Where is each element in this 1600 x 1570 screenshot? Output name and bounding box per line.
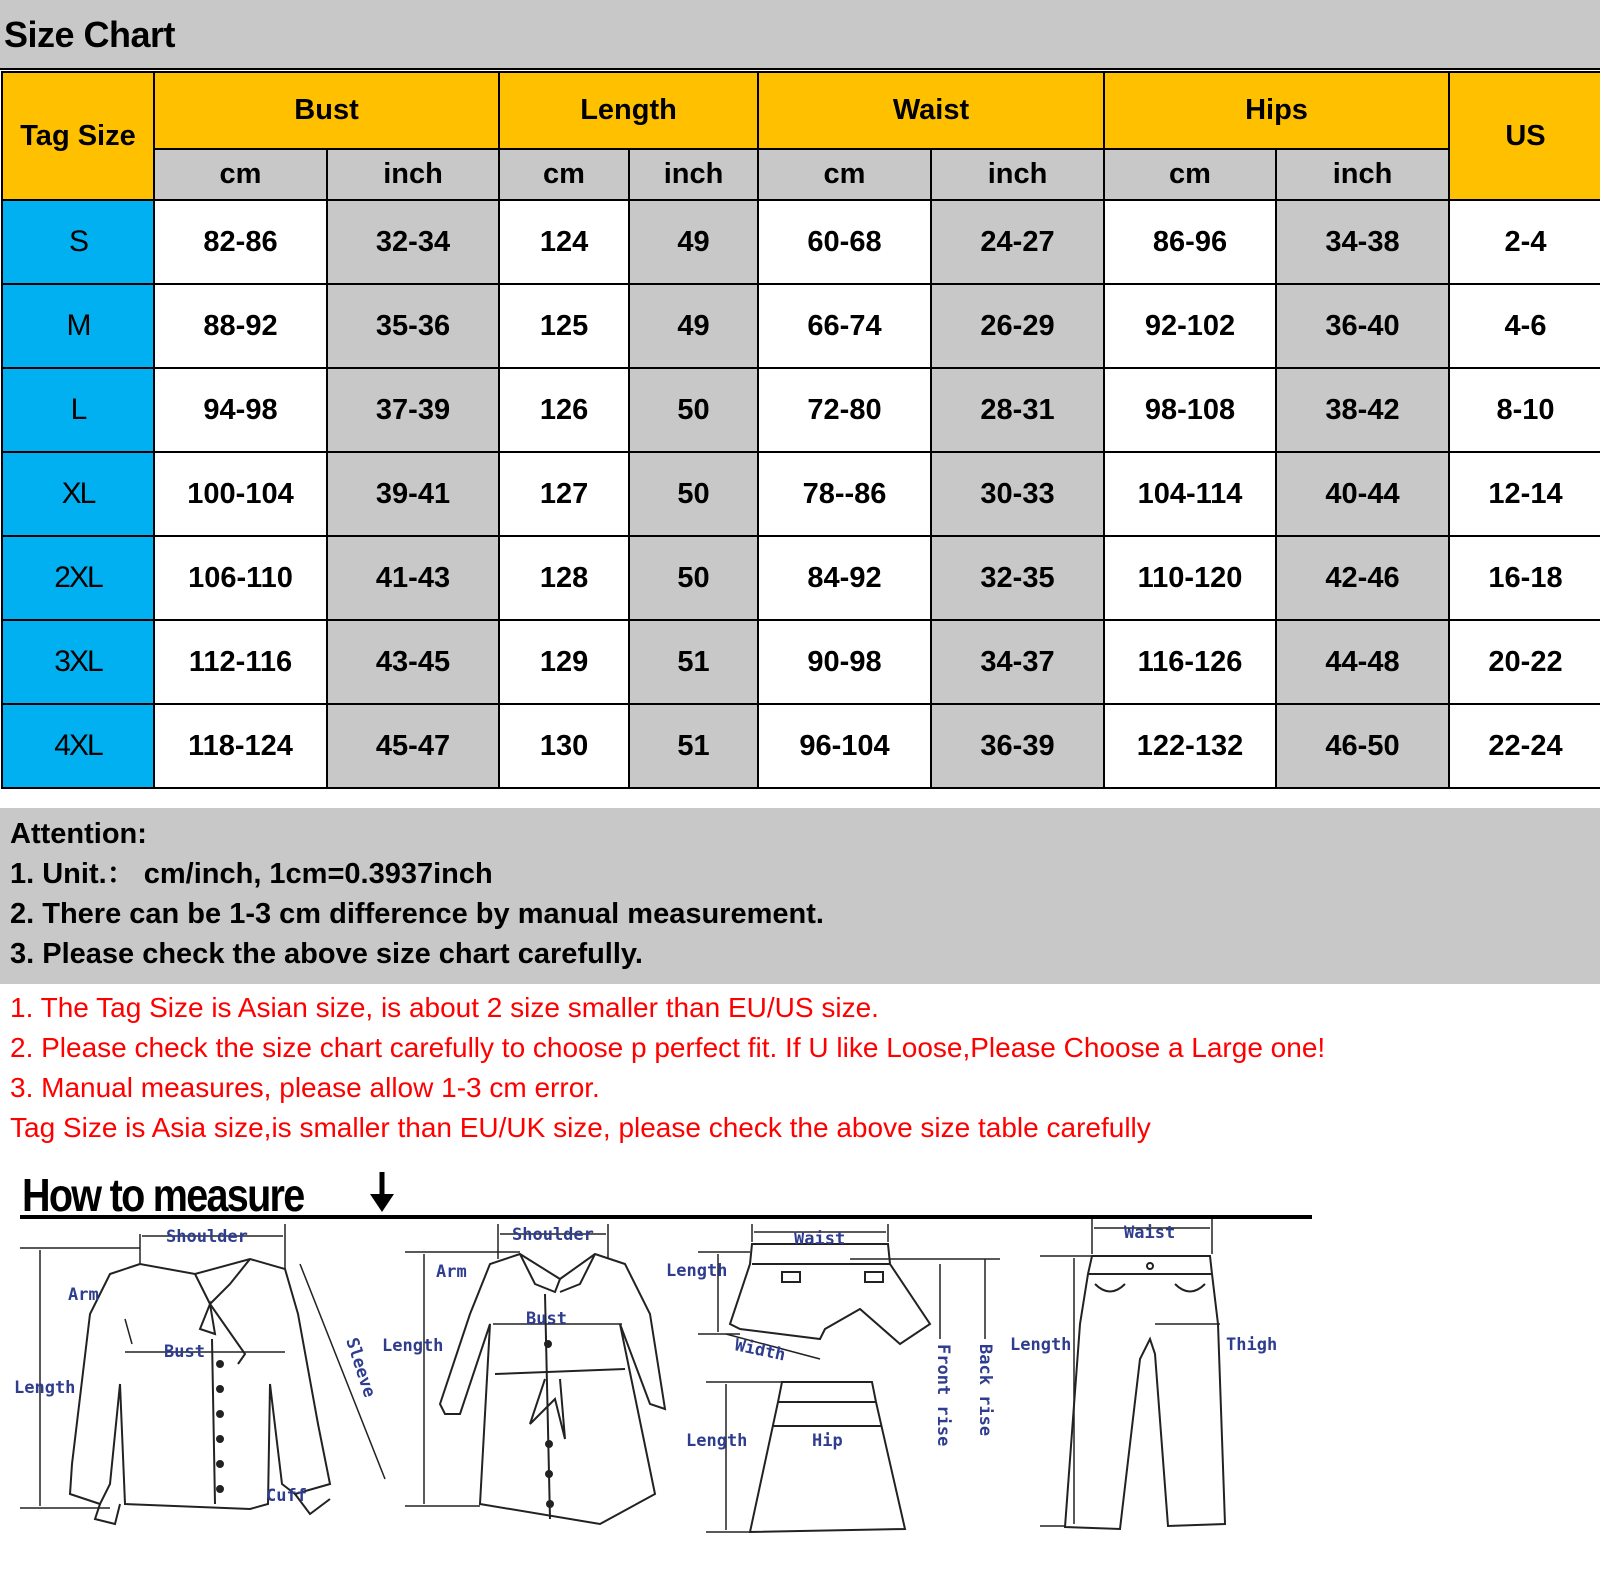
table-cell: 50 [629, 536, 758, 620]
shorts-width-label: Width [732, 1335, 788, 1366]
table-cell: 126 [499, 368, 629, 452]
hips-header: Hips [1104, 72, 1449, 149]
how-to-measure-title: How to measure [22, 1169, 304, 1221]
pants-thigh-label: Thigh [1226, 1335, 1278, 1355]
tag-size-header: Tag Size [2, 72, 154, 200]
page-title: Size Chart [4, 14, 176, 55]
table-cell: 104-114 [1104, 452, 1276, 536]
table-cell: 66-74 [758, 284, 931, 368]
size-table [1, 71, 1600, 789]
coat-shoulder-label: Shoulder [512, 1225, 594, 1245]
table-cell: 41-43 [327, 536, 499, 620]
skirt-diagram [750, 1382, 905, 1532]
table-cell: 50 [629, 368, 758, 452]
table-cell: 49 [629, 200, 758, 284]
table-cell: 125 [499, 284, 629, 368]
shirt-arm-label: Arm [68, 1285, 99, 1305]
table-cell: 116-126 [1104, 620, 1276, 704]
measure-illustrations [0, 1164, 1600, 1570]
table-cell: 28-31 [931, 368, 1104, 452]
coat-bust-label: Bust [526, 1309, 567, 1329]
us-header: US [1449, 72, 1600, 200]
coat-arm-label: Arm [436, 1262, 467, 1282]
table-cell: 35-36 [327, 284, 499, 368]
table-cell: 44-48 [1276, 620, 1449, 704]
table-cell: 106-110 [154, 536, 327, 620]
table-row [2, 620, 1600, 704]
shirt-diagram [70, 1259, 330, 1524]
attention-line: 3. Please check the above size chart carefully. [10, 938, 643, 970]
tag-size-cell: 3XL [2, 620, 154, 704]
table-cell: 128 [499, 536, 629, 620]
waist-header: Waist [758, 72, 1104, 149]
table-row [2, 704, 1600, 788]
tag-size-cell: L [2, 368, 154, 452]
table-row [2, 452, 1600, 536]
unit-header: cm [154, 149, 327, 200]
table-cell: 96-104 [758, 704, 931, 788]
table-cell: 84-92 [758, 536, 931, 620]
table-cell: 94-98 [154, 368, 327, 452]
shorts-length-label: Length [666, 1261, 728, 1281]
table-cell: 60-68 [758, 200, 931, 284]
tag-size-cell: XL [2, 452, 154, 536]
unit-header: inch [1276, 149, 1449, 200]
tag-size-cell: 4XL [2, 704, 154, 788]
table-cell: 20-22 [1449, 620, 1600, 704]
tag-size-cell: 2XL [2, 536, 154, 620]
shirt-bust-label: Bust [164, 1342, 205, 1362]
table-cell: 88-92 [154, 284, 327, 368]
unit-header: inch [629, 149, 758, 200]
table-cell: 124 [499, 200, 629, 284]
note-line: 2. Please check the size chart carefully to choose p perfect fit. If U like Loose,Please Choose a Large one! [10, 1032, 1326, 1063]
attention-line: 2. There can be 1-3 cm difference by manual measurement. [10, 898, 824, 930]
unit-header: cm [758, 149, 931, 200]
table-cell: 43-45 [327, 620, 499, 704]
table-cell: 36-39 [931, 704, 1104, 788]
shirt-length-label: Length [14, 1378, 76, 1398]
table-cell: 38-42 [1276, 368, 1449, 452]
table-cell: 8-10 [1449, 368, 1600, 452]
table-cell: 24-27 [931, 200, 1104, 284]
tag-size-cell: S [2, 200, 154, 284]
table-cell: 122-132 [1104, 704, 1276, 788]
pants-diagram [1065, 1256, 1225, 1529]
length-header: Length [499, 72, 758, 149]
table-cell: 82-86 [154, 200, 327, 284]
table-cell: 32-35 [931, 536, 1104, 620]
table-cell: 130 [499, 704, 629, 788]
table-cell: 37-39 [327, 368, 499, 452]
skirt-hip-label: Hip [812, 1431, 843, 1451]
table-cell: 45-47 [327, 704, 499, 788]
note-line: Tag Size is Asia size,is smaller than EU/UK size, please check the above size table carefully [10, 1112, 1151, 1143]
table-cell: 50 [629, 452, 758, 536]
skirt-length-label: Length [686, 1431, 748, 1451]
table-cell: 78--86 [758, 452, 931, 536]
table-cell: 90-98 [758, 620, 931, 704]
how-to-measure-section [0, 1164, 1600, 1570]
note-line: 3. Manual measures, please allow 1-3 cm error. [10, 1072, 600, 1103]
table-cell: 118-124 [154, 704, 327, 788]
coat-diagram [440, 1254, 665, 1524]
table-cell: 32-34 [327, 200, 499, 284]
attention-heading: Attention: [10, 818, 147, 850]
table-cell: 49 [629, 284, 758, 368]
table-cell: 72-80 [758, 368, 931, 452]
table-cell: 51 [629, 620, 758, 704]
table-cell: 39-41 [327, 452, 499, 536]
table-cell: 40-44 [1276, 452, 1449, 536]
table-cell: 129 [499, 620, 629, 704]
pants-length-label: Length [1010, 1335, 1072, 1355]
table-cell: 4-6 [1449, 284, 1600, 368]
unit-header: inch [931, 149, 1104, 200]
table-cell: 16-18 [1449, 536, 1600, 620]
table-cell: 34-38 [1276, 200, 1449, 284]
shirt-sleeve-label: Sleeve [341, 1335, 380, 1400]
shorts-waist-label: Waist [794, 1229, 846, 1249]
table-row [2, 200, 1600, 284]
table-cell: 112-116 [154, 620, 327, 704]
table-cell: 30-33 [931, 452, 1104, 536]
table-cell: 100-104 [154, 452, 327, 536]
shirt-shoulder-label: Shoulder [166, 1227, 248, 1247]
title-bar [0, 0, 1600, 70]
notes-box [0, 988, 1600, 1148]
table-cell: 86-96 [1104, 200, 1276, 284]
table-cell: 42-46 [1276, 536, 1449, 620]
unit-header: cm [1104, 149, 1276, 200]
shirt-cuff-label: Cuff [266, 1486, 307, 1506]
coat-length-label: Length [382, 1336, 444, 1356]
table-cell: 127 [499, 452, 629, 536]
unit-header: inch [327, 149, 499, 200]
table-body [2, 200, 1600, 788]
table-cell: 98-108 [1104, 368, 1276, 452]
table-cell: 2-4 [1449, 200, 1600, 284]
table-cell: 36-40 [1276, 284, 1449, 368]
table-cell: 46-50 [1276, 704, 1449, 788]
table-cell: 51 [629, 704, 758, 788]
front-rise-label: Front rise [933, 1344, 953, 1447]
table-row [2, 536, 1600, 620]
unit-header: cm [499, 149, 629, 200]
bust-header: Bust [154, 72, 499, 149]
table-row [2, 284, 1600, 368]
attention-box [0, 808, 1600, 984]
table-cell: 110-120 [1104, 536, 1276, 620]
table-cell: 12-14 [1449, 452, 1600, 536]
back-rise-label: Back rise [975, 1344, 995, 1437]
table-cell: 92-102 [1104, 284, 1276, 368]
tag-size-cell: M [2, 284, 154, 368]
table-cell: 22-24 [1449, 704, 1600, 788]
note-line: 1. The Tag Size is Asian size, is about 2 size smaller than EU/US size. [10, 992, 879, 1023]
table-cell: 34-37 [931, 620, 1104, 704]
table-cell: 26-29 [931, 284, 1104, 368]
pants-waist-label: Waist [1124, 1223, 1176, 1243]
attention-line: 1. Unit.： cm/inch, 1cm=0.3937inch [10, 858, 493, 890]
down-arrow-icon [370, 1172, 394, 1212]
table-row [2, 368, 1600, 452]
